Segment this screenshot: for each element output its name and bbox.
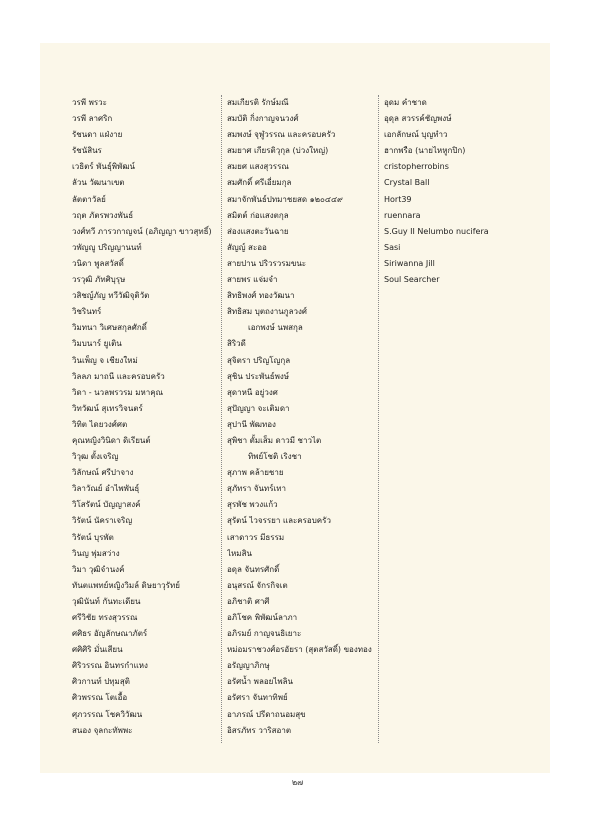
name-entry: วิรัตน์ บุรพัต <box>72 532 114 542</box>
name-entry: สุรพัช พวงแก้ว <box>227 500 278 510</box>
name-entry: สุภัทรา จันทร์เทา <box>227 484 286 494</box>
name-entry: ศศิธร อัญลักษณาภัตร์ <box>72 629 148 639</box>
name-entry: สมศักดิ์ ศรีเอี่ยมกุล <box>227 178 292 188</box>
name-entry: วิดา - นวลพรวรม มหาคุณ <box>72 387 164 397</box>
name-entry: วิทวัฒน์ สุเทรวิจนตร์ <box>72 403 143 413</box>
name-entry: ทันตแพทย์หญิงวิมล์ ดิษยาวุรัทย์ <box>72 580 180 590</box>
name-entry: ศรีวิชัย ทรงสุวรรณ <box>72 613 138 622</box>
name-entry: วินเพ็ญ จ เชียงใหม่ <box>72 355 138 365</box>
name-entry: อุดม คำชาด <box>384 98 427 107</box>
name-entry: สนอง จุลกะทัพพะ <box>72 725 133 735</box>
name-entry: วงศ์ทวี ภารวกาญจน์ (อภิญญา ขาวสุทธิ์) <box>72 226 212 236</box>
name-entry: วิลักษณ์ ศรีปาจาง <box>72 468 134 478</box>
name-entry: สัญญ์ สะออ <box>227 242 267 252</box>
name-entry: ลัวน วัฒนาเขต <box>72 178 125 188</box>
name-column-2 <box>227 95 377 739</box>
name-entry: อรัศรา จันทาทิพย์ <box>227 693 288 703</box>
name-entry: วิรัตน์ นัคราเจริญ <box>72 516 133 526</box>
name-entry: หม่อมราชวงศ์อรอัยรา (สุตสวัสดิ์) ของทอง <box>227 645 372 655</box>
name-entry: ทิพย์โชติ เริงชา <box>248 452 302 462</box>
name-entry: วรพี ลาศริก <box>72 114 113 124</box>
name-entry: สมบัติ กิ่งกาญจนวงศ์ <box>227 114 299 124</box>
name-entry: S.Guy II Nelumbo nucifera <box>384 226 489 236</box>
name-entry: อภิชาติ ศาศี <box>227 596 270 606</box>
name-entry: สุจิตรา ปริญโญกุล <box>227 355 291 365</box>
name-entry: วรพี พรวะ <box>72 98 107 107</box>
name-entry: วิวุฒ ตั้งเจริญ <box>72 452 119 462</box>
name-entry: วิมทนา วิเศษสกุลศักดิ์ <box>72 323 147 333</box>
name-entry: อภิรมย์ กาญจนธิเยาะ <box>227 629 302 639</box>
name-entry: อรัศน้ำ พลอยไพลิน <box>227 677 294 687</box>
name-entry: Hort39 <box>384 194 412 204</box>
name-entry: Sasi <box>384 242 401 252</box>
name-entry: Siriwanna Jill <box>384 258 435 268</box>
name-entry: วิทิต ไดยวงศ์ศต <box>72 419 128 429</box>
name-entry: อรัญญาภิกษุ <box>227 661 270 671</box>
name-entry: วิลาวัณย์ อำไพพันธุ์ <box>72 484 140 494</box>
name-entry: สมเกียรติ รักษ์มณี <box>227 98 289 107</box>
name-entry: สุปานี พัฒทอง <box>227 419 276 429</box>
name-entry: ศศิศิริ มั่นเสียน <box>72 645 123 655</box>
name-entry: สุปัญญา จะเติมดา <box>227 403 290 413</box>
name-entry: วรวุฒิ ภัทศิบุรุษ <box>72 275 126 285</box>
name-entry: สุรัตน์ ไวจรรยา และครอบครัว <box>227 516 331 526</box>
name-entry: สายปาน ปริวรวรมขนะ <box>227 258 307 268</box>
name-entry: วฤต ภัตรพวงพันธ์ <box>72 210 134 220</box>
name-entry: ศุภวรรณ โชควิวัฒน <box>72 709 143 719</box>
name-entry: วุฒินันท์ กันทะเดียน <box>72 596 141 606</box>
name-entry: อดุล จันทรศักดิ์ <box>227 564 280 574</box>
name-entry: รัชนัสินร <box>72 146 102 156</box>
name-entry: วิโสรัตน์ บัญญาสงค์ <box>72 500 141 510</box>
name-entry: ศิริวรรณ อินทรกำแหง <box>72 661 148 671</box>
name-entry: สุชิน ประพันธ์พงษ์ <box>227 371 290 381</box>
name-entry: cristopherrobins <box>384 162 449 172</box>
name-entry: สุดาหนี อยู่วงศ <box>227 387 278 397</box>
name-entry: Soul Searcher <box>384 275 440 285</box>
name-entry: สมพงษ์ จุฬูวรรณ และครอบครัว <box>227 130 336 140</box>
name-entry: เอกพงษ์ นพสกุล <box>248 323 303 333</box>
name-entry: ส่องแสงตะวันฉาย <box>227 226 289 236</box>
page-number: ๒๗ <box>291 778 304 787</box>
name-entry: อนุสรณ์ จักรกิจเต <box>227 580 288 590</box>
name-entry: สายพร แจ่มจำ <box>227 275 278 285</box>
column-divider-1 <box>221 95 222 743</box>
name-entry: สิทธิสม บุตถงานกูลวงศ์ <box>227 307 307 317</box>
name-entry: สุพิชา ตั้มเส็ม ดาวมี ชาวไต <box>227 435 322 445</box>
name-entry: อุดุล สวรรค์ชัญพงษ์ <box>384 114 452 124</box>
name-entry: สมยาศ เกียรติวุกุล (บ่วงใหญ่) <box>227 146 329 156</box>
name-entry: วินญ พุ่มสว่าง <box>72 548 120 558</box>
name-entry: อาภรณ์ ปรีดาถนอมสุข <box>227 709 306 719</box>
name-entry: สิทธิพงศ์ ทองวัฒนา <box>227 291 295 301</box>
name-entry: รัชนดา แฝ่งาย <box>72 130 123 140</box>
name-entry: วสิชญ์ภัญ ทวีวัฒิจุติวัต <box>72 291 150 301</box>
name-entry: สมาจักพันธ์ปทมาชยสด ๑๒๐๔๔๙ <box>227 194 343 204</box>
name-entry: สมิตต์ ก่อแสงตกุล <box>227 210 289 220</box>
name-entry: สมยศ แสงสุวรรณ <box>227 162 289 172</box>
name-entry: คุณหญิงวินิดา ดิเรียนต์ <box>72 435 151 445</box>
name-entry: วพัญญู ปริญญานนท์ <box>72 242 142 252</box>
name-entry: วนิดา พูลสวัสดิ์ <box>72 258 124 268</box>
name-entry: วิมา วุฒิจำนงค์ <box>72 564 125 574</box>
name-column-3 <box>384 95 544 288</box>
name-column-1 <box>72 95 217 739</box>
name-entry: อภิโชค พิพัฒน์ลาภา <box>227 613 298 622</box>
column-divider-2 <box>378 95 379 743</box>
name-entry: วิมบนาร์ ยูเติน <box>72 339 122 349</box>
name-entry: เอกลักษณ์ บุญทำว <box>384 130 448 140</box>
name-entry: เวธิตร์ พันธุ์พิพัฒน์ <box>72 162 136 172</box>
name-entry: ruennara <box>384 210 421 220</box>
name-entry: วิชรินทร์ <box>72 307 102 317</box>
name-entry: เสาดาวร มีธรรม <box>227 532 285 542</box>
name-entry: อิสรภัทร วาริสอาต <box>227 725 292 735</box>
name-entry: ศิวพรรณ โตเอื้อ <box>72 693 128 703</box>
name-entry: สุภาพ คล้ายชาย <box>227 468 284 478</box>
name-entry: ไหมสิน <box>227 548 252 558</box>
name-entry: ฮากพรือ (นายไหหูกปิก) <box>384 146 466 156</box>
name-entry: ศิวกานท์ ปทุมสุติ <box>72 677 130 687</box>
name-entry: Crystal Ball <box>384 178 430 188</box>
name-entry: ลัตตาวัลย์ <box>72 194 106 204</box>
name-entry: วิลลภ มาถนี และครอบครัว <box>72 371 165 381</box>
name-entry: สิริวดี <box>227 339 246 349</box>
